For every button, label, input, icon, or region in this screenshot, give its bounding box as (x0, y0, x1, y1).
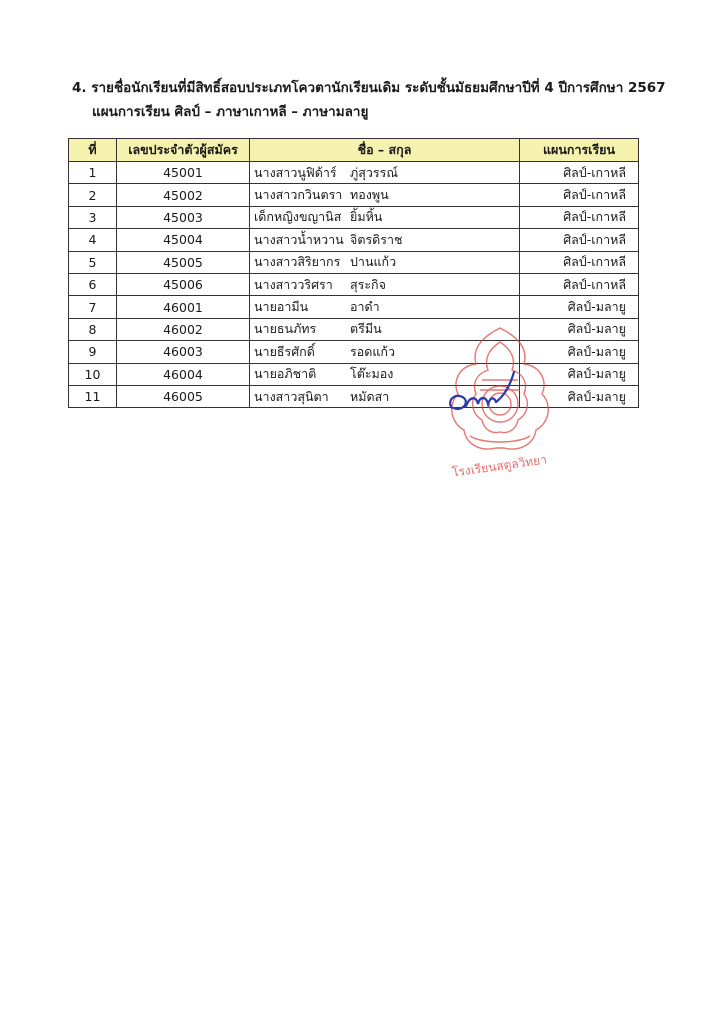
table-row (69, 229, 639, 251)
study-plan: ศิลป์-เกาหลี (520, 184, 639, 206)
table-row (69, 206, 639, 228)
applicant-id: 46004 (117, 363, 250, 385)
study-plan: ศิลป์-เกาหลี (520, 251, 639, 273)
student-name (250, 229, 520, 251)
table-row (69, 273, 639, 295)
seal-text: โรงเรียนสตูลวิทยา (451, 452, 548, 480)
heading-line-1: 4. รายชื่อนักเรียนที่มีสิทธิ์สอบประเภทโควตานักเรียนเดิม ระดับชั้นมัธยมศึกษาปีที่ 4 ปีการศึกษา 2567 (72, 80, 666, 96)
row-number: 4 (69, 229, 117, 251)
first-name: นางสาวน้ำหวาน (254, 231, 344, 247)
applicant-id: 45004 (117, 229, 250, 251)
last-name: ภู่สุวรรณ์ (350, 164, 398, 180)
heading-line-2: แผนการเรียน ศิลป์ – ภาษาเกาหลี – ภาษามลายู (92, 104, 369, 120)
study-plan: ศิลป์-เกาหลี (520, 273, 639, 295)
header-applicant-id: เลขประจำตัวผู้สมัคร (117, 139, 250, 162)
applicant-id: 45001 (117, 162, 250, 184)
applicant-id: 45002 (117, 184, 250, 206)
study-plan: ศิลป์-มลายู (520, 318, 639, 340)
last-name: รอดแก้ว (350, 343, 395, 359)
applicant-id: 45003 (117, 206, 250, 228)
applicant-id: 46001 (117, 296, 250, 318)
applicant-id: 46002 (117, 318, 250, 340)
header-study-plan: แผนการเรียน (520, 139, 639, 162)
row-number: 6 (69, 273, 117, 295)
first-name: นายธีรศักดิ์ (254, 343, 315, 359)
document-heading (72, 76, 672, 124)
last-name: สุระกิจ (350, 276, 386, 292)
student-name (250, 296, 520, 318)
study-plan: ศิลป์-มลายู (520, 341, 639, 363)
first-name: นางสาววริศรา (254, 276, 333, 292)
study-plan: ศิลป์-มลายู (520, 385, 639, 407)
study-plan: ศิลป์-มลายู (520, 296, 639, 318)
student-name (250, 162, 520, 184)
study-plan: ศิลป์-เกาหลี (520, 162, 639, 184)
table-header-row (69, 139, 639, 162)
row-number: 5 (69, 251, 117, 273)
row-number: 10 (69, 363, 117, 385)
last-name: ยิ้มหิ้น (350, 209, 383, 225)
last-name: ตรีมีน (350, 321, 382, 337)
study-plan: ศิลป์-มลายู (520, 363, 639, 385)
last-name: ปานแก้ว (350, 254, 397, 270)
first-name: นางสาวสิริยากร (254, 254, 341, 270)
row-number: 3 (69, 206, 117, 228)
first-name: นางสาวนูฟิด้าร์ (254, 164, 337, 180)
row-number: 9 (69, 341, 117, 363)
header-no: ที่ (69, 139, 117, 162)
header-name: ชื่อ – สกุล (250, 139, 520, 162)
first-name: นายอภิชาติ (254, 366, 317, 382)
table-row (69, 251, 639, 273)
last-name: ทองพูน (350, 187, 389, 203)
student-name (250, 184, 520, 206)
table-row (69, 296, 639, 318)
student-name (250, 273, 520, 295)
table-row (69, 184, 639, 206)
applicant-id: 45005 (117, 251, 250, 273)
last-name: จิตรดิราช (350, 231, 403, 247)
student-name (250, 251, 520, 273)
applicant-id: 45006 (117, 273, 250, 295)
row-number: 11 (69, 385, 117, 407)
row-number: 1 (69, 162, 117, 184)
school-seal (430, 320, 570, 490)
last-name: อาดำ (350, 299, 380, 315)
row-number: 2 (69, 184, 117, 206)
first-name: นายธนภัทร (254, 321, 317, 337)
last-name: หมัดสา (350, 388, 390, 404)
study-plan: ศิลป์-เกาหลี (520, 206, 639, 228)
seal-emblem-icon (452, 328, 549, 449)
row-number: 7 (69, 296, 117, 318)
applicant-id: 46003 (117, 341, 250, 363)
student-name (250, 206, 520, 228)
first-name: เด็กหญิงขญานิส (254, 209, 342, 225)
first-name: นางสาวสุนิตา (254, 388, 329, 404)
row-number: 8 (69, 318, 117, 340)
table-row (69, 162, 639, 184)
applicant-id: 46005 (117, 385, 250, 407)
last-name: โต๊ะมอง (350, 366, 394, 382)
study-plan: ศิลป์-เกาหลี (520, 229, 639, 251)
first-name: นายอามีน (254, 299, 309, 315)
first-name: นางสาวกวินตรา (254, 187, 343, 203)
